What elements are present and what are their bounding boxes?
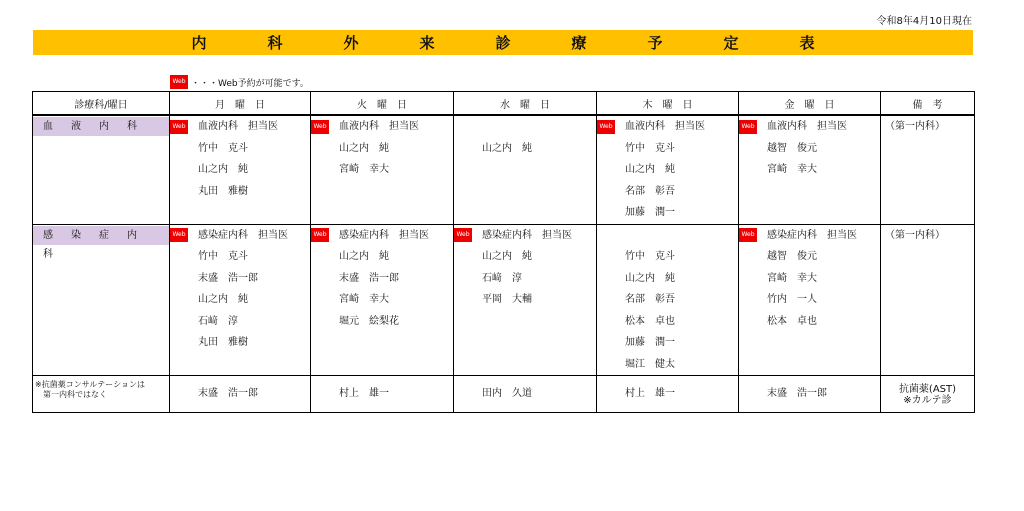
schedule-entry xyxy=(454,246,596,268)
doctor-name: 宮崎 幸大 xyxy=(767,164,817,175)
doctor-name: 越智 俊元 xyxy=(767,142,817,154)
doctor-name: 丸田 雅樹 xyxy=(198,185,248,197)
doctor-name: 堀江 健太 xyxy=(625,358,675,370)
schedule-entry xyxy=(597,289,738,311)
schedule-entry xyxy=(454,138,596,160)
as-of-date: 令和8年4月10日現在 xyxy=(876,16,972,27)
schedule-entry xyxy=(311,225,453,247)
table-header-row xyxy=(33,92,975,116)
dept-name: 血液内科 xyxy=(33,117,169,136)
doctor-name: 石﨑 淳 xyxy=(198,315,238,327)
schedule-entry xyxy=(597,311,738,333)
doctor-name: 堀元 絵梨花 xyxy=(339,315,399,327)
schedule-entry xyxy=(170,181,310,203)
schedule-entry xyxy=(170,225,310,247)
title-char: 療 xyxy=(571,34,587,52)
dept-cell xyxy=(33,224,170,376)
header-monday: 月 曜 日 xyxy=(170,92,311,116)
web-booking-icon[interactable]: Web xyxy=(597,120,615,134)
schedule-cell-tue xyxy=(311,115,454,224)
schedule-entry xyxy=(739,268,880,290)
title-char: 科 xyxy=(267,34,283,52)
note-text: （第一内科） xyxy=(885,229,945,241)
doctor-name: 末盛 浩一郎 xyxy=(198,272,258,284)
schedule-entry xyxy=(739,311,880,333)
schedule-entry xyxy=(170,332,310,354)
doctor-name: 竹内 一人 xyxy=(767,294,817,305)
notes-cell xyxy=(881,224,975,376)
note-line xyxy=(885,116,974,138)
page-title-bar xyxy=(33,30,973,55)
doctor-name: 山之内 純 xyxy=(625,164,675,175)
doctor-name: 平岡 大輔 xyxy=(482,294,532,305)
attending-label: 血液内科 担当医 xyxy=(198,121,278,132)
web-booking-legend xyxy=(170,75,309,89)
schedule-entry xyxy=(170,116,310,138)
doctor-name: 田内 久道 xyxy=(482,388,532,399)
doctor-name: 末盛 浩一郎 xyxy=(767,388,827,399)
schedule-entry xyxy=(311,268,453,290)
consult-note-line: ※抗菌薬コンサルテーションは xyxy=(35,380,145,389)
schedule-cell-thu xyxy=(597,115,739,224)
header-dept: 診療科/曜日 xyxy=(33,92,170,116)
dept-cell xyxy=(33,115,170,224)
dept-row xyxy=(33,115,975,224)
doctor-name: 山之内 純 xyxy=(339,251,389,262)
title-char: 外 xyxy=(343,34,359,52)
dept-name: 感染症内科 xyxy=(33,226,169,245)
schedule-entry xyxy=(311,311,453,333)
attending-label: 血液内科 担当医 xyxy=(339,121,419,132)
schedule-cell-fri xyxy=(739,224,881,376)
schedule-entry xyxy=(597,354,738,376)
title-char: 来 xyxy=(419,34,435,52)
web-booking-icon: Web xyxy=(170,75,188,89)
doctor-name: 松本 卓也 xyxy=(625,315,675,327)
doctor-name: 宮崎 幸大 xyxy=(339,164,389,175)
header-thursday: 木 曜 日 xyxy=(597,92,739,116)
doctor-name: 末盛 浩一郎 xyxy=(198,388,258,399)
schedule-entry xyxy=(170,159,310,181)
doctor-name: 山之内 純 xyxy=(482,251,532,262)
schedule-entry xyxy=(170,311,310,333)
consult-tuesday xyxy=(311,376,454,413)
doctor-name: 竹中 克斗 xyxy=(625,251,675,262)
schedule-entry xyxy=(597,268,738,290)
web-booking-icon[interactable]: Web xyxy=(739,120,757,134)
consult-note-line: 第一内科ではなく xyxy=(35,390,107,399)
web-booking-icon[interactable]: Web xyxy=(454,228,472,242)
web-booking-icon[interactable]: Web xyxy=(311,120,329,134)
attending-label: 感染症内科 担当医 xyxy=(198,229,288,241)
consult-note xyxy=(881,376,975,413)
doctor-name: 山之内 純 xyxy=(198,164,248,175)
schedule-entry xyxy=(454,116,596,138)
title-char: 定 xyxy=(723,34,739,52)
schedule-cell-mon xyxy=(170,115,311,224)
web-booking-icon[interactable]: Web xyxy=(170,228,188,242)
header-wednesday: 水 曜 日 xyxy=(454,92,597,116)
doctor-name: 末盛 浩一郎 xyxy=(339,272,399,284)
doctor-name: 宮崎 幸大 xyxy=(767,272,817,284)
schedule-entry xyxy=(170,138,310,160)
doctor-name: 宮崎 幸大 xyxy=(339,294,389,305)
note-text: （第一内科） xyxy=(885,121,945,132)
consult-thursday xyxy=(597,376,739,413)
schedule-table xyxy=(32,91,975,413)
schedule-entry xyxy=(311,246,453,268)
consult-row xyxy=(33,376,975,413)
header-tuesday: 火 曜 日 xyxy=(311,92,454,116)
doctor-name: 丸田 雅樹 xyxy=(198,337,248,348)
doctor-name: 松本 卓也 xyxy=(767,315,817,327)
schedule-entry xyxy=(597,138,738,160)
schedule-cell-fri xyxy=(739,115,881,224)
doctor-name: 竹中 克斗 xyxy=(625,142,675,154)
web-booking-icon[interactable]: Web xyxy=(311,228,329,242)
attending-label: 血液内科 担当医 xyxy=(625,121,705,132)
schedule-entry xyxy=(739,289,880,311)
doctor-name: 越智 俊元 xyxy=(767,251,817,262)
consult-friday xyxy=(739,376,881,413)
note-line xyxy=(885,225,974,247)
attending-label: 血液内科 担当医 xyxy=(767,121,847,132)
schedule-entry xyxy=(739,116,880,138)
schedule-entry xyxy=(597,246,738,268)
doctor-name: 山之内 純 xyxy=(339,142,389,154)
schedule-entry xyxy=(454,268,596,290)
attending-label: 感染症内科 担当医 xyxy=(482,229,572,241)
doctor-name: 山之内 純 xyxy=(625,272,675,284)
title-char: 表 xyxy=(799,34,815,52)
schedule-entry xyxy=(739,138,880,160)
doctor-name: 村上 雄一 xyxy=(339,388,389,399)
header-notes: 備 考 xyxy=(881,92,975,116)
schedule-entry xyxy=(311,116,453,138)
schedule-entry xyxy=(311,138,453,160)
consult-wednesday xyxy=(454,376,597,413)
title-char: 内 xyxy=(191,34,207,52)
doctor-name: 加藤 潤一 xyxy=(625,207,675,218)
schedule-entry xyxy=(739,225,880,247)
title-char: 診 xyxy=(495,34,511,52)
schedule-cell-tue xyxy=(311,224,454,376)
schedule-entry xyxy=(170,246,310,268)
consult-monday xyxy=(170,376,311,413)
attending-label: 感染症内科 担当医 xyxy=(767,229,857,241)
doctor-name: 石﨑 淳 xyxy=(482,272,522,284)
doctor-name: 名部 彰吾 xyxy=(625,185,675,197)
doctor-name: 竹中 克斗 xyxy=(198,251,248,262)
schedule-entry xyxy=(597,202,738,224)
attending-label: 感染症内科 担当医 xyxy=(339,229,429,241)
schedule-entry xyxy=(454,225,596,247)
schedule-cell-wed xyxy=(454,115,597,224)
doctor-name: 山之内 純 xyxy=(482,142,532,154)
schedule-entry xyxy=(597,332,738,354)
schedule-cell-mon xyxy=(170,224,311,376)
schedule-entry xyxy=(597,225,738,247)
web-booking-icon[interactable]: Web xyxy=(170,120,188,134)
doctor-name: 山之内 純 xyxy=(198,294,248,305)
schedule-entry xyxy=(597,159,738,181)
schedule-entry xyxy=(597,116,738,138)
schedule-entry xyxy=(170,268,310,290)
schedule-entry xyxy=(311,159,453,181)
doctor-name: 名部 彰吾 xyxy=(625,294,675,305)
page-title xyxy=(161,32,845,53)
schedule-entry xyxy=(311,289,453,311)
header-friday: 金 曜 日 xyxy=(739,92,881,116)
title-char: 予 xyxy=(647,34,663,52)
consult-dept-cell xyxy=(33,376,170,413)
schedule-cell-wed xyxy=(454,224,597,376)
schedule-cell-thu xyxy=(597,224,739,376)
schedule-entry xyxy=(739,159,880,181)
schedule-entry xyxy=(597,181,738,203)
doctor-name: 加藤 潤一 xyxy=(625,337,675,348)
dept-row xyxy=(33,224,975,376)
schedule-entry xyxy=(170,289,310,311)
web-booking-legend-text: ・・・Web予約が可能です。 xyxy=(191,78,309,89)
notes-cell xyxy=(881,115,975,224)
doctor-name: 村上 雄一 xyxy=(625,388,675,399)
schedule-entry xyxy=(454,289,596,311)
consult-note-line: ※カルテ診 xyxy=(903,395,952,406)
doctor-name: 竹中 克斗 xyxy=(198,142,248,154)
consult-note-line: 抗菌薬(AST) xyxy=(898,384,957,395)
schedule-entry xyxy=(739,246,880,268)
web-booking-icon[interactable]: Web xyxy=(739,228,757,242)
